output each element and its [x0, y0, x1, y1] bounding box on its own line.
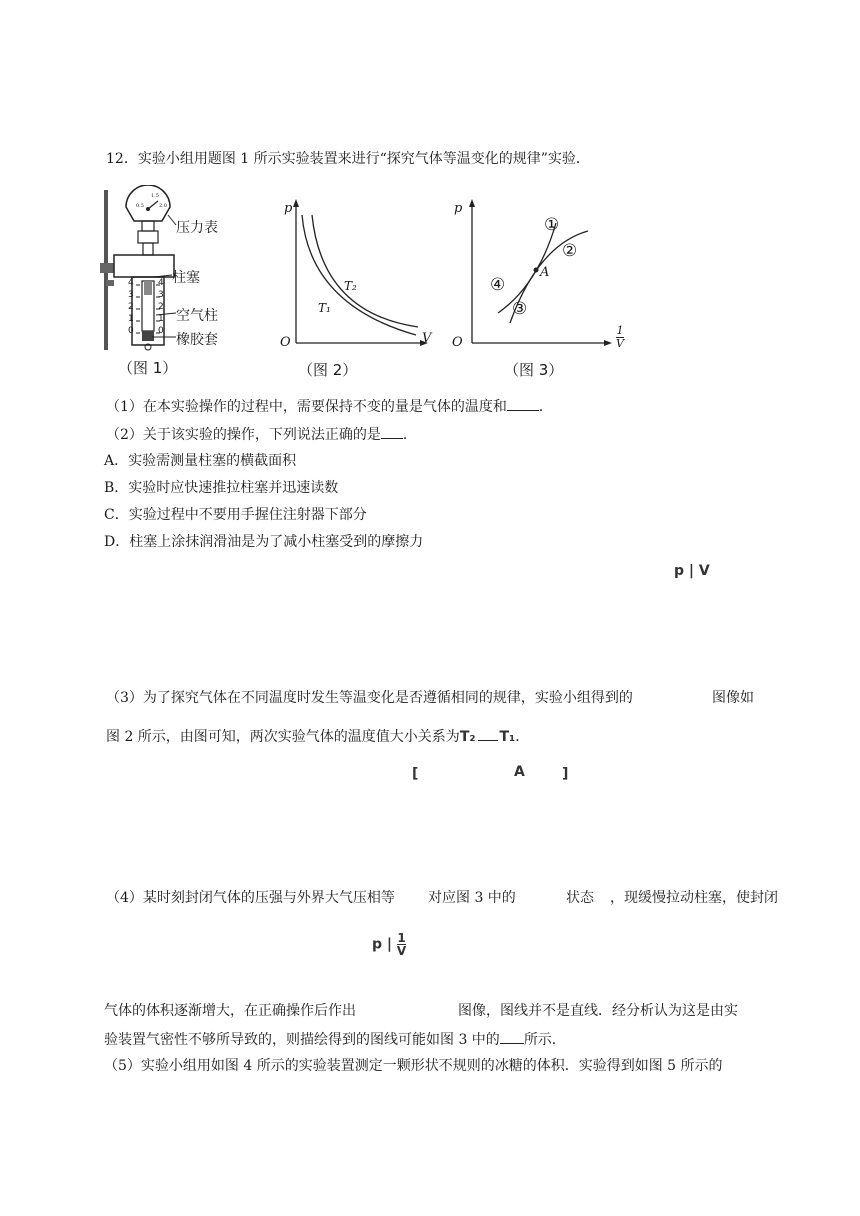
fig3-curve-3: ③	[512, 299, 528, 319]
option-b: B．实验时应快速推拉柱塞并迅速读数	[104, 480, 339, 496]
part-3-line-1-end: 图像如	[712, 690, 754, 706]
fig3-curve-2: ②	[562, 241, 578, 261]
scale-left: 4 3 2 1 0	[128, 278, 134, 336]
fragment-bracket-right: ]	[562, 766, 569, 782]
svg-text:2.0: 2.0	[159, 203, 167, 209]
part-4-line-1b: 对应图 3 中的	[428, 890, 516, 906]
option-c: C．实验过程中不要用手握住注射器下部分	[104, 507, 367, 523]
part-4-line-1a: （4）某时刻封闭气体的压强与外界大气压相等	[106, 890, 395, 906]
fig3-axis-invv: $\frac{1}{V}$	[616, 324, 624, 350]
figure-3-p-invv-graph	[448, 195, 638, 379]
fig3-origin: O	[452, 335, 463, 350]
fig3-curve-1: ①	[544, 215, 560, 235]
fragment-p-invv: p | $\frac{1}{V}$	[372, 931, 407, 958]
label-rubber-cap: 橡胶套	[176, 332, 218, 348]
svg-text:1.5: 1.5	[151, 193, 159, 199]
part-3-line-1: （3）为了探究气体在不同温度时发生等温变化是否遵循相同的规律，实验小组得到的	[106, 690, 633, 706]
part-4-line-2b: 图像，图线并不是直线．经分析认为这是由实	[458, 1003, 738, 1019]
figure-2-pv-graph	[276, 195, 446, 379]
label-plunger: 柱塞	[172, 270, 200, 286]
part-4-line-1c: 状态	[566, 890, 594, 906]
fig2-axis-v: V	[422, 331, 432, 346]
option-a: A．实验需测量柱塞的横截面积	[104, 453, 297, 469]
fragment-bracket-left: [	[412, 766, 419, 782]
option-d: D．柱塞上涂抹润滑油是为了减小柱塞受到的摩擦力	[104, 534, 424, 550]
part-4-line-1d: ，现缓慢拉动柱塞，使封闭	[610, 890, 778, 906]
part-3-line-2: 图 2 所示，由图可知，两次实验气体的温度值大小关系为T₂ T₁．	[106, 726, 529, 746]
fig2-curve-t2: T₂	[344, 279, 357, 293]
part-1: （1）在本实验操作的过程中，需要保持不变的量是气体的温度和 ．	[106, 396, 553, 416]
part-2-blank[interactable]	[381, 424, 403, 439]
part-4-line-2a: 气体的体积逐渐增大，在正确操作后作出	[104, 1003, 356, 1019]
symbol-t2: T₂	[459, 729, 476, 745]
label-air-column: 空气柱	[176, 308, 218, 324]
question-stem: 12．实验小组用题图 1 所示实验装置来进行“探究气体等温变化的规律”实验．	[106, 151, 590, 167]
figure-2-caption: （图 2）	[298, 361, 358, 379]
part-5: （5）实验小组用如图 4 所示的实验装置测定一颗形状不规则的冰糖的体积．实验得到如图 5 所示的	[104, 1058, 723, 1074]
part-4-line-3: 验装置气密性不够所导致的，则描绘得到的图线可能如图 3 中的 所示．	[104, 1029, 566, 1049]
fig3-point-a: A	[540, 265, 550, 280]
fig2-curve-t1: T₁	[318, 301, 331, 315]
figure-1-apparatus	[96, 185, 246, 385]
fragment-point-a: A	[514, 764, 525, 780]
fig2-origin: O	[280, 335, 291, 350]
fig3-curve-4: ④	[490, 275, 506, 295]
fragment-p-v: p | V	[674, 563, 710, 579]
part-1-blank[interactable]	[507, 396, 539, 411]
fig3-axis-p: p	[454, 201, 463, 216]
part-3-blank[interactable]	[478, 726, 498, 741]
fig2-axis-p: p	[284, 201, 293, 216]
svg-text:0.5: 0.5	[136, 203, 144, 209]
figure-3-caption: （图 3）	[504, 361, 564, 379]
symbol-t1: T₁	[499, 729, 516, 745]
scale-right: 4 3 2 1 0	[158, 278, 164, 336]
figure-1-caption: （图 1）	[118, 359, 178, 377]
label-pressure-gauge: 压力表	[176, 220, 218, 236]
part-4-blank[interactable]	[500, 1029, 524, 1044]
part-2: （2）关于该实验的操作，下列说法正确的是 ．	[106, 424, 417, 444]
